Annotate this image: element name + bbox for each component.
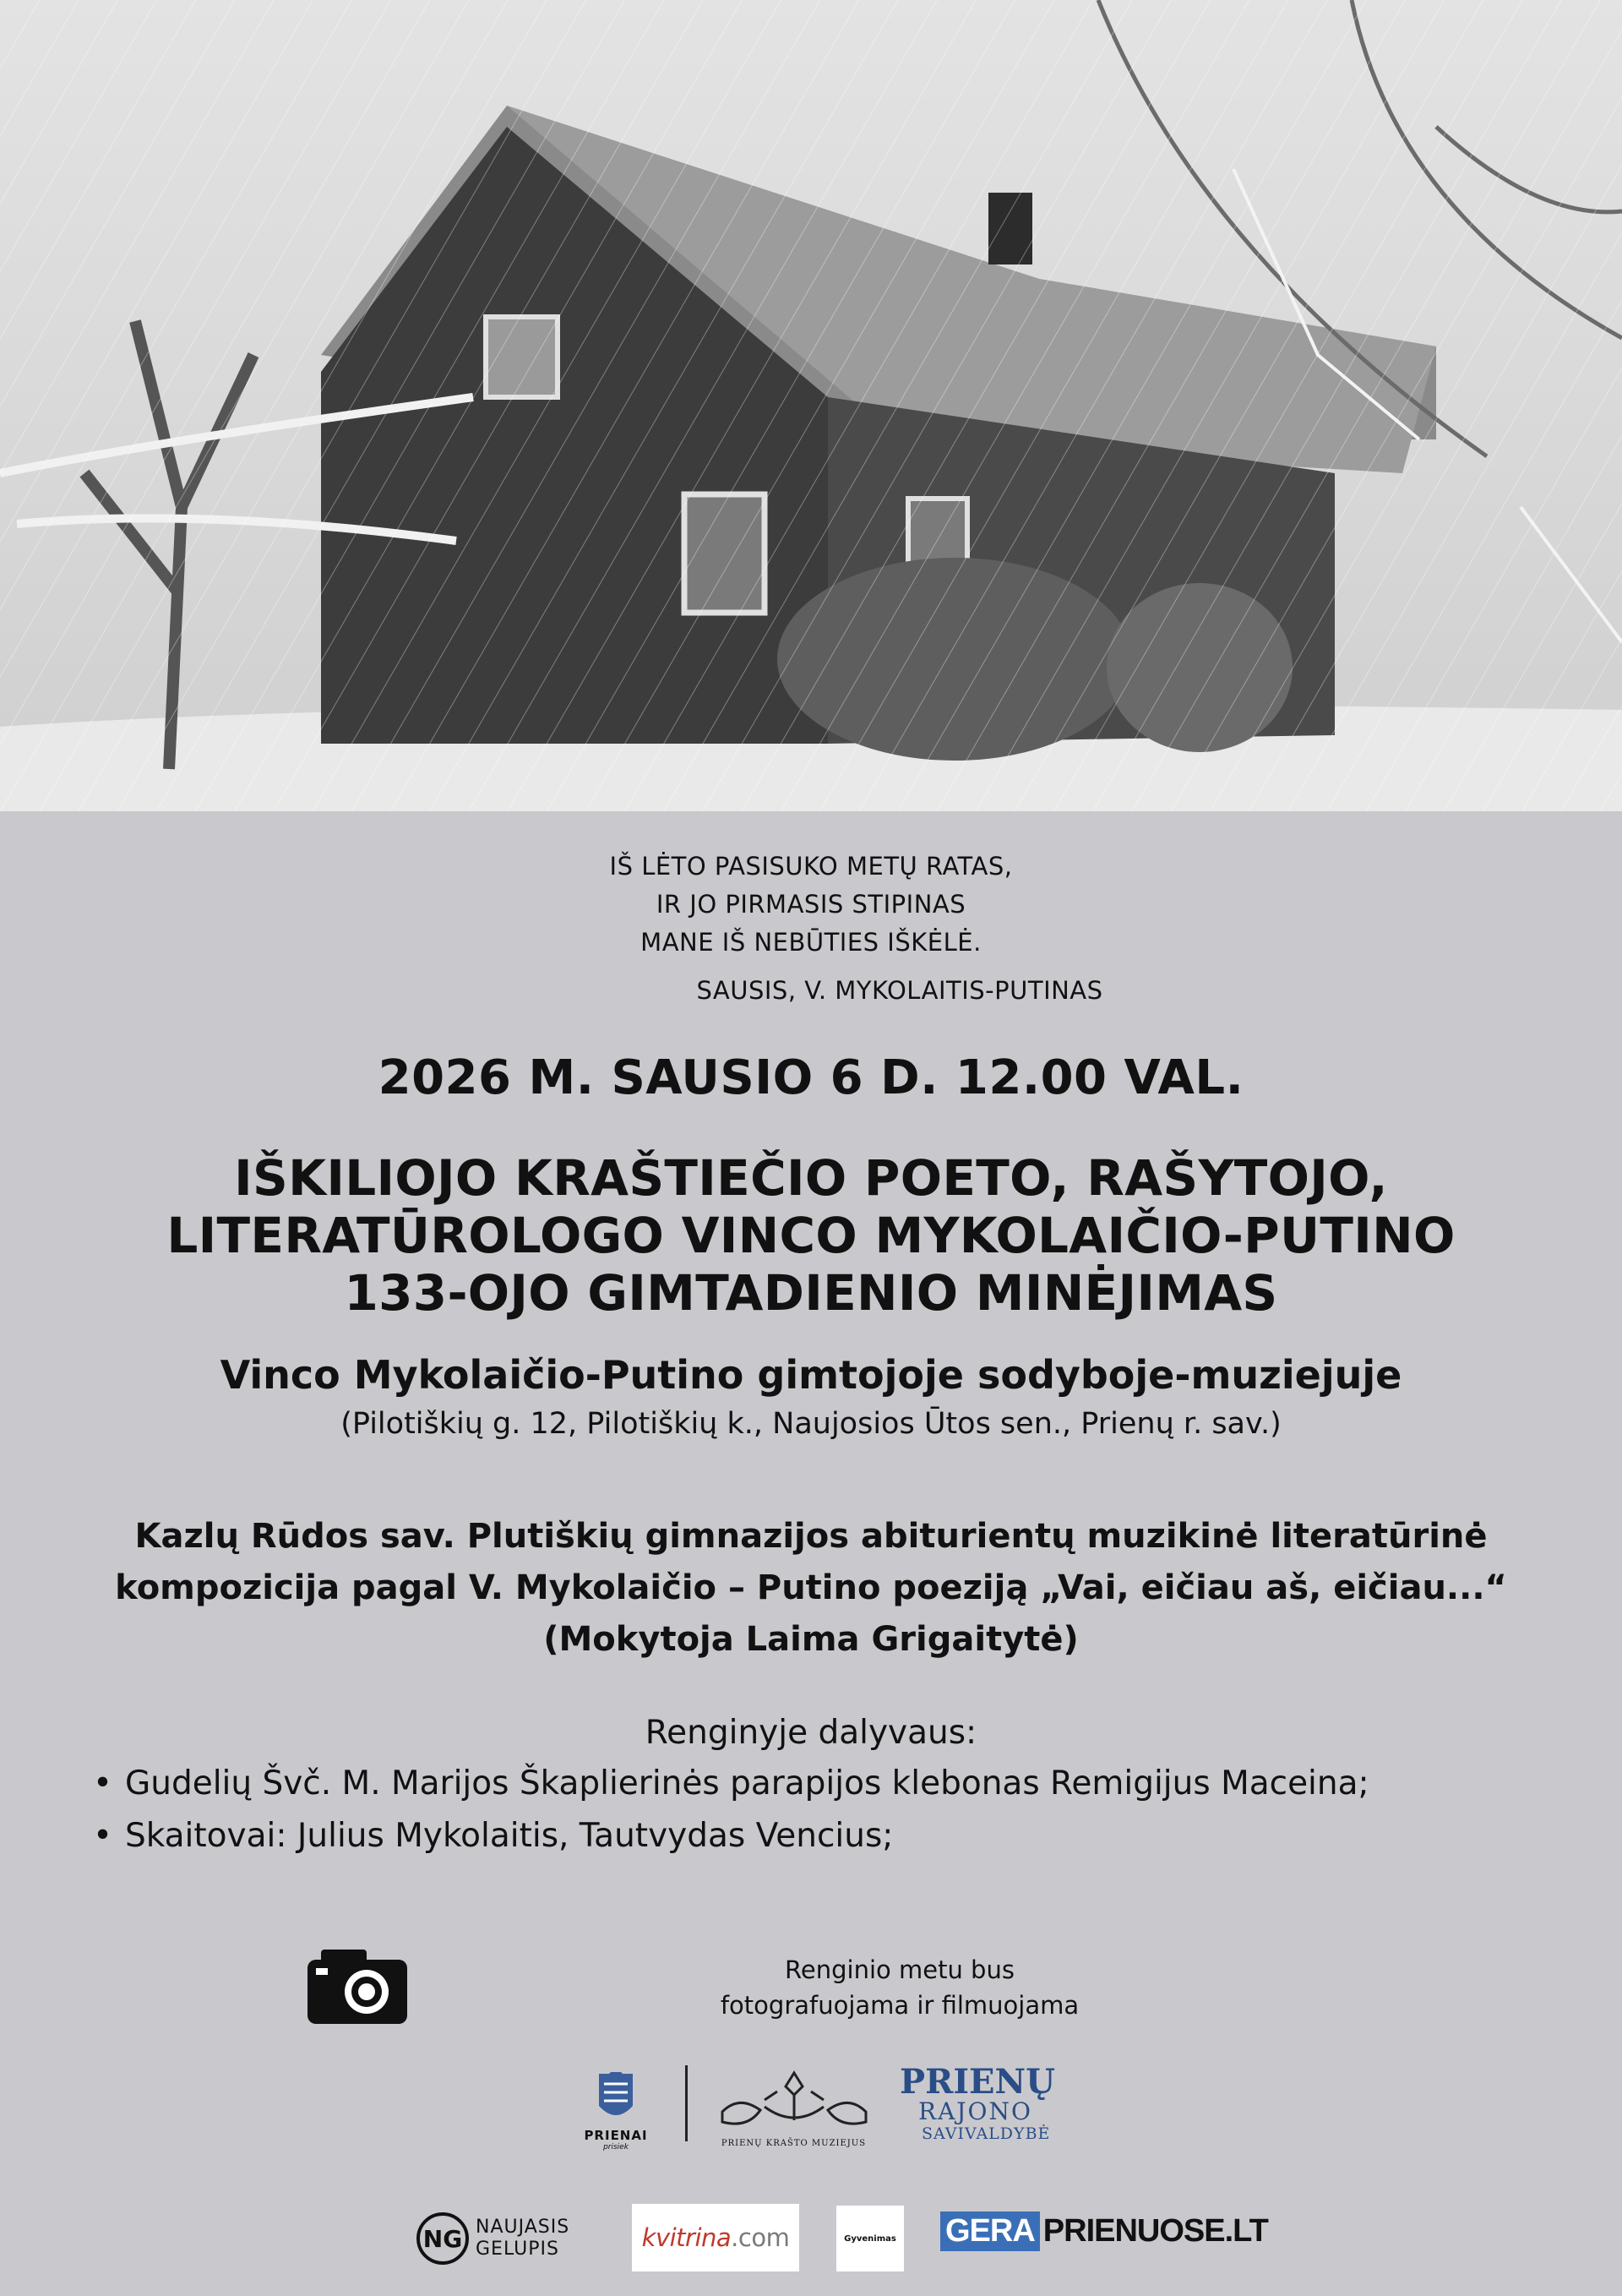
ng-mark: NG: [416, 2212, 469, 2265]
municipality-logo-line1: PRIENŲ: [900, 2062, 1055, 2102]
poster-content: [0, 811, 1622, 2296]
event-venue: Vinco Mykolaičio-Putino gimtojoje sodyboje-muziejuje: [220, 1352, 1402, 1398]
header-photo-house-in-snow: [0, 0, 1622, 811]
participant-item: • Gudelių Švč. M. Marijos Škaplierinės parapijos klebonas Remigijus Maceina;: [93, 1758, 1369, 1810]
museum-emblem-icon: [714, 2070, 874, 2137]
ng-text-line2: GELUPIS: [476, 2239, 559, 2260]
prienai-logo-sub: prisiek: [603, 2142, 629, 2151]
participant-item: • Skaitovai: Julius Mykolaitis, Tautvydas Vencius;: [93, 1810, 1369, 1862]
event-title-line: IŠKILIOJO KRAŠTIEČIO POETO, RAŠYTOJO,: [234, 1149, 1388, 1207]
poem-line: IR JO PIRMASIS STIPINAS: [656, 890, 966, 919]
poem-line: MANE IŠ NEBŪTIES IŠKĖLĖ.: [640, 928, 982, 957]
event-title: [0, 1149, 1622, 1322]
gera-part1: GERA: [940, 2211, 1040, 2251]
poem-line: IŠ LĖTO PASISUKO METŲ RATAS,: [609, 852, 1013, 881]
kvitrina-logo: [632, 2204, 799, 2271]
gyvenimas-logo: [836, 2206, 904, 2271]
event-title-line: 133-OJO GIMTADIENIO MINĖJIMAS: [344, 1264, 1278, 1322]
photo-notice: [591, 1952, 1208, 2023]
prienai-city-logo: [578, 2059, 654, 2164]
camera-icon: [306, 1948, 409, 2026]
composition-line: (Mokytoja Laima Grigaitytė): [543, 1620, 1079, 1659]
participants-heading: Renginyje dalyvaus:: [645, 1714, 977, 1752]
event-datetime: 2026 M. SAUSIO 6 D. 12.00 VAL.: [378, 1050, 1244, 1105]
photo-notice-line: fotografuojama ir filmuojama: [720, 1991, 1080, 2020]
prienai-logo-label: PRIENAI: [584, 2127, 648, 2143]
prienai-crest-icon: [597, 2072, 634, 2124]
gera-part2: PRIENUOSE.LT: [1042, 2212, 1268, 2249]
ng-text: [476, 2217, 569, 2261]
municipality-logo-line3: SAVIVALDYBĖ: [922, 2124, 1051, 2143]
gera-prienuose-logo: [940, 2206, 1268, 2256]
kvitrina-brand: kvitrina: [641, 2223, 732, 2252]
prienai-district-municipality-logo: [900, 2053, 1055, 2155]
event-title-line: LITERATŪROLOGO VINCO MYKOLAIČIO-PUTINO: [166, 1207, 1456, 1264]
participants-list: [93, 1758, 1369, 1862]
naujasis-gelupis-logo: [416, 2207, 594, 2270]
composition-line: kompozicija pagal V. Mykolaičio – Putino poeziją „Vai, eičiau aš, eičiau...“: [115, 1568, 1507, 1607]
ng-text-line1: NAUJASIS: [476, 2217, 570, 2238]
kvitrina-domain: .com: [731, 2223, 790, 2252]
event-address: (Pilotiškių g. 12, Pilotiškių k., Naujosios Ūtos sen., Prienų r. sav.): [340, 1407, 1282, 1441]
poem-signature: SAUSIS, V. MYKOLAITIS-PUTINAS: [696, 976, 1103, 1005]
poem-quote: [0, 848, 1622, 1010]
composition-line: Kazlų Rūdos sav. Plutiškių gimnazijos abiturientų muzikinė literatūrinė: [134, 1517, 1488, 1556]
prienai-museum-logo: [711, 2062, 876, 2155]
municipality-logo-line2: RAJONO: [918, 2097, 1032, 2125]
logo-divider: [685, 2065, 688, 2141]
photo-notice-line: Renginio metu bus: [785, 1955, 1015, 1984]
gyvenimas-label: Gyvenimas: [844, 2233, 896, 2244]
composition-description: [0, 1511, 1622, 1666]
museum-logo-label: PRIENŲ KRAŠTO MUZIEJUS: [721, 2138, 867, 2148]
